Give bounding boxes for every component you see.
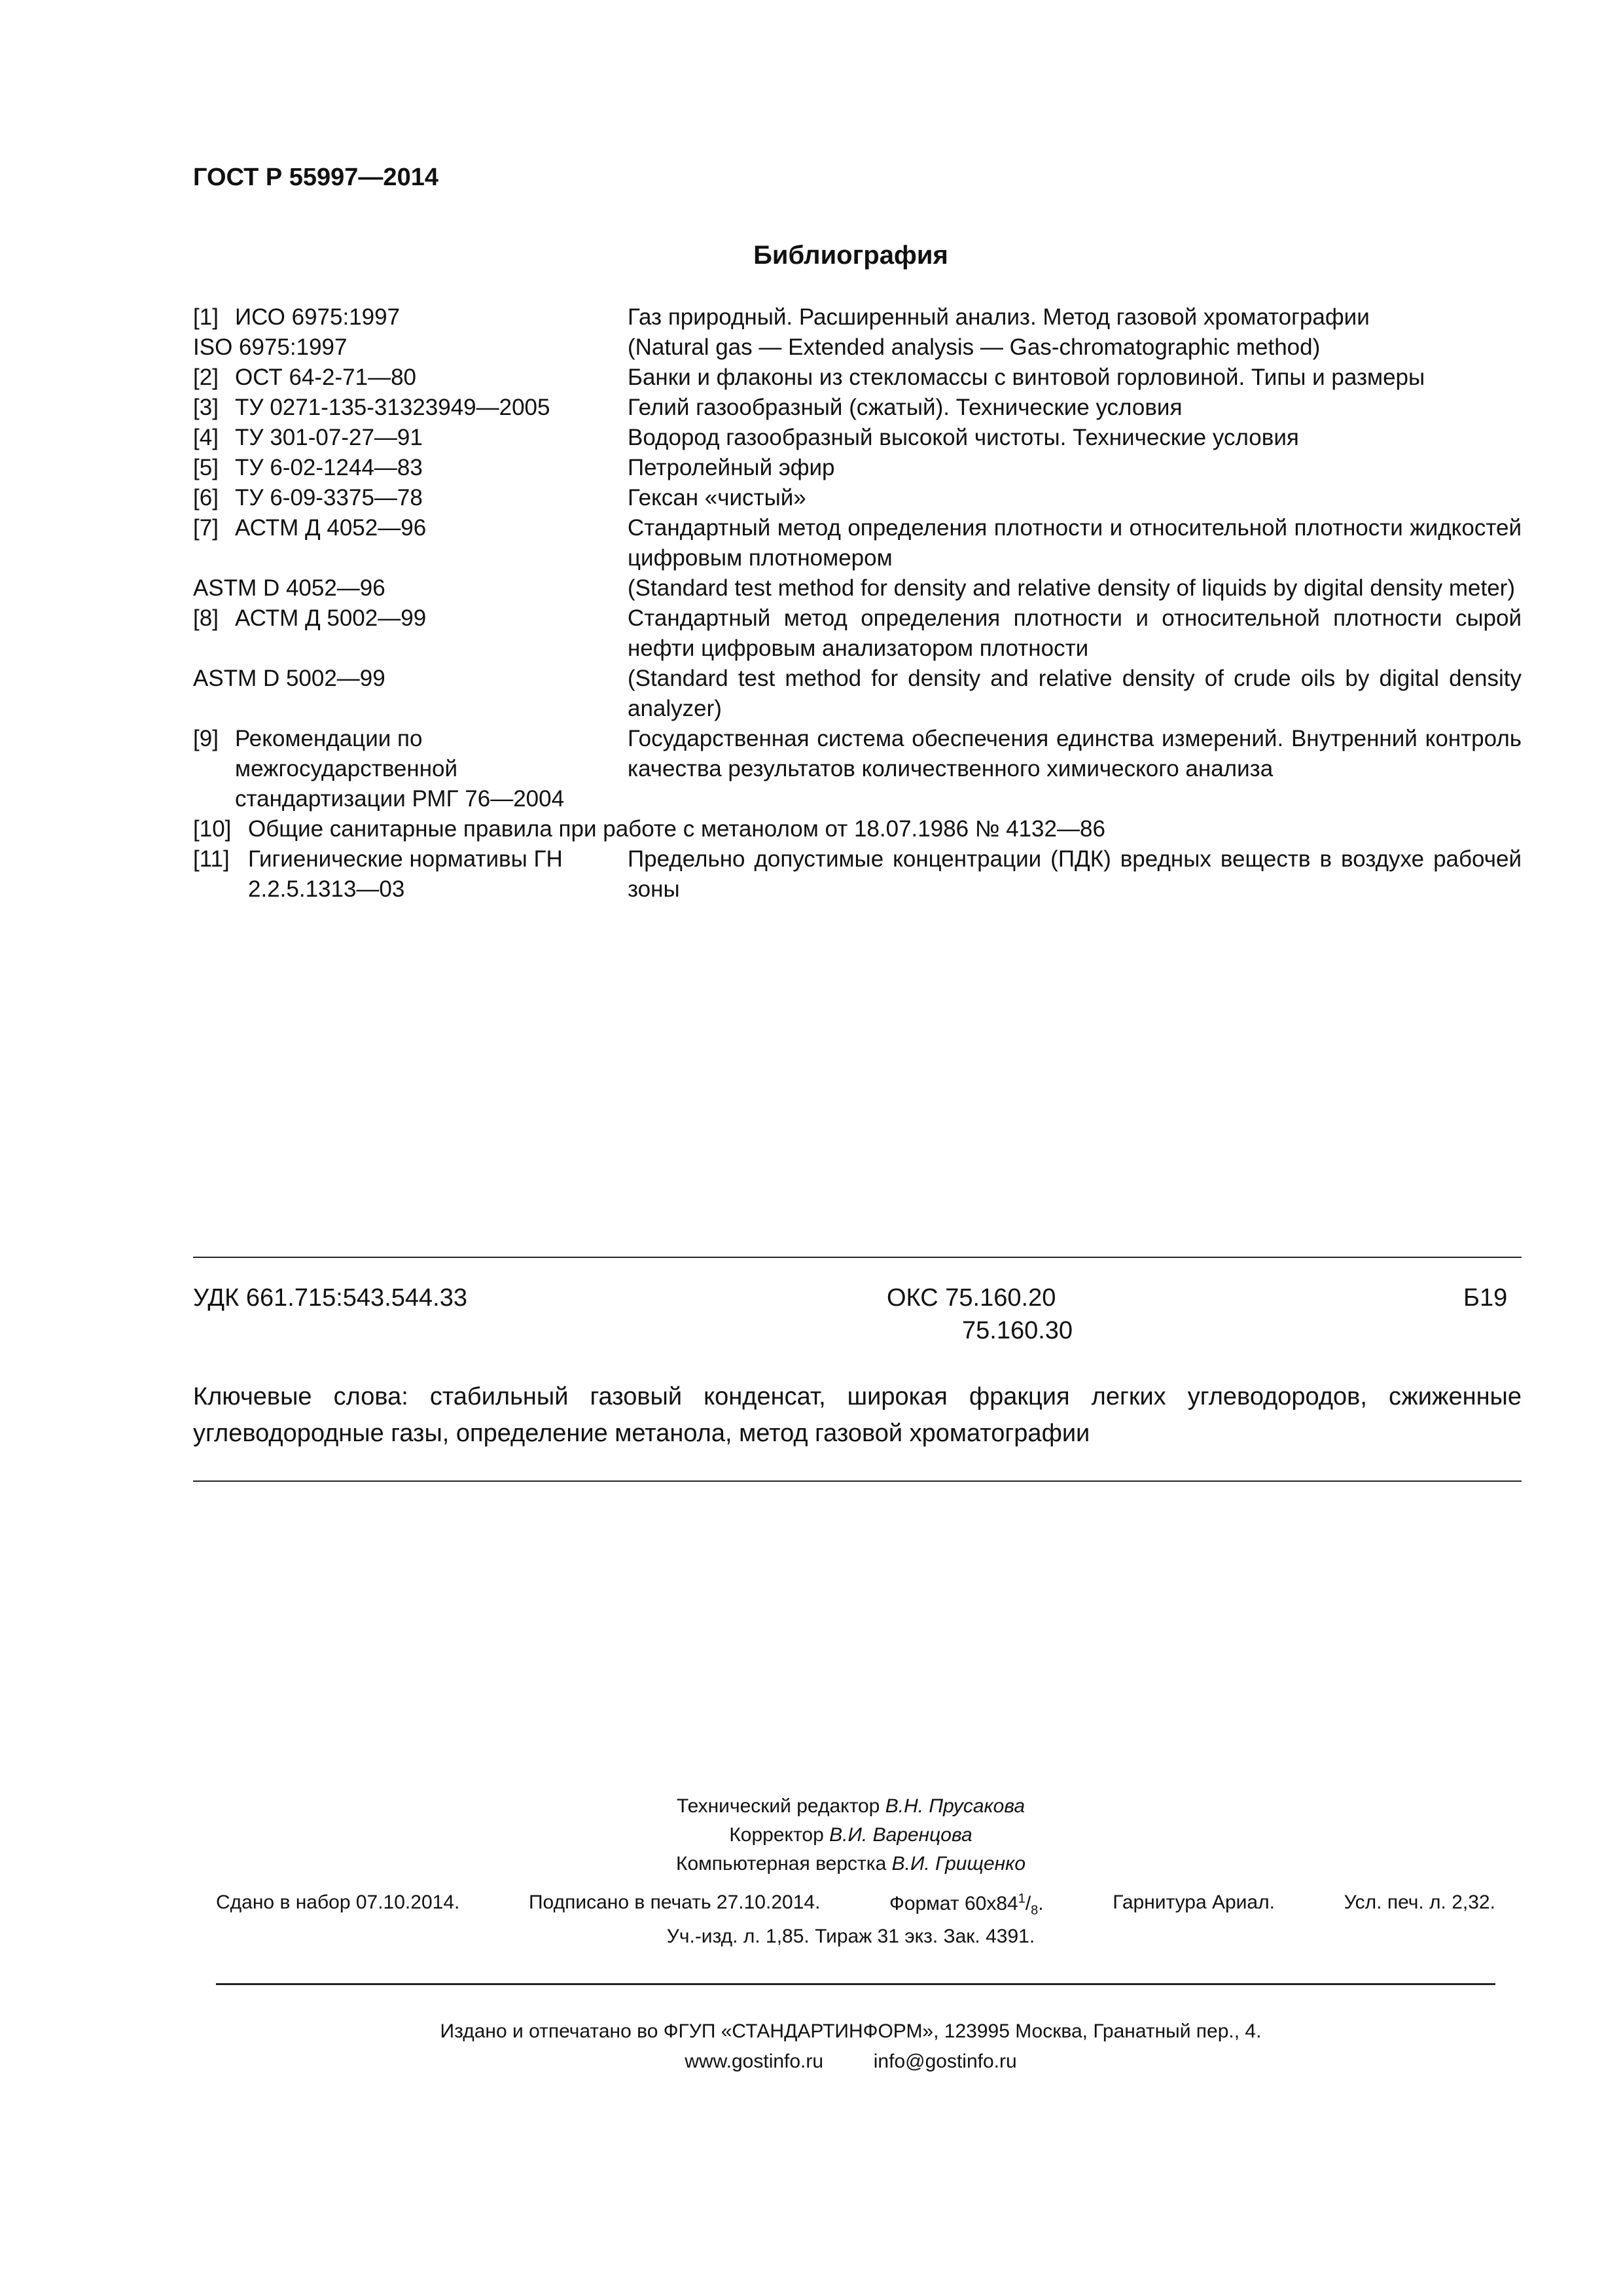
bib-number: [4] (193, 425, 219, 450)
bib-description: Банки и флаконы из стекломассы с винтовой горловиной. Типы и размеры (628, 365, 1425, 390)
bib-description: Водород газообразный высокой чистоты. Технические условия (628, 425, 1299, 450)
bib-reference: АСТМ Д 4052—96 (235, 515, 427, 541)
bib-description: (Standard test method for density and relative density of liquids by digital density meter) (628, 575, 1515, 601)
bib-description: Петролейный эфир (628, 455, 835, 480)
udk-value: 661.715:543.544.33 (245, 1284, 467, 1312)
bib-number: [11] (193, 846, 230, 872)
keywords: Ключевые слова: стабильный газовый конденсат, широкая фракция легких углеводородов, сжиженные углеводородные газы, определение метанола, метод газовой хроматографии (193, 1383, 1522, 1447)
bibliography-list (193, 302, 1522, 905)
bib-description: Стандартный метод определения плотности и относительной плотности жидкостей цифровым плотномером (628, 515, 1522, 571)
print-info: Уч.-изд. л. 1,85. Тираж 31 экз. Зак. 4391. (666, 1926, 1035, 1947)
bib-entry (193, 483, 1522, 513)
format-sub: 8 (1031, 1903, 1039, 1918)
bib-reference: ASTM D 5002—99 (193, 666, 385, 691)
bib-number: [7] (193, 515, 219, 541)
bib-reference: АСТМ Д 5002—99 (235, 605, 427, 631)
layout-artist (0, 1850, 1623, 1878)
bib-reference: Общие санитарные правила при работе с метанолом от 18.07.1986 № 4132—86 (248, 816, 1105, 842)
bib-reference: ОСТ 64-2-71—80 (235, 365, 417, 390)
bib-number: [8] (193, 605, 219, 631)
bib-reference: ТУ 0271-135-31323949—2005 (235, 395, 550, 420)
email-link[interactable]: info@gostinfo.ru (873, 2051, 1017, 2072)
signed-date: Подписано в печать 27.10.2014. (528, 1892, 821, 1913)
bib-number: [3] (193, 395, 219, 420)
website-link[interactable]: www.gostinfo.ru (685, 2051, 824, 2072)
bib-number: [2] (193, 365, 219, 390)
bib-description: Предельно допустимые концентрации (ПДК) вредных веществ в воздухе рабочей зоны (628, 846, 1522, 902)
oks-value-2: 75.160.30 (962, 1317, 1073, 1344)
bib-entry (193, 302, 1522, 332)
corrector-label: Корректор (729, 1824, 824, 1846)
bib-description: Газ природный. Расширенный анализ. Метод газовой хроматографии (628, 304, 1370, 330)
bib-description: (Standard test method for density and relative density of crude oils by digital density analyzer) (628, 666, 1522, 721)
paper-format: Формат $60x84^1/_8$. (889, 1892, 1044, 1918)
bib-entry (193, 573, 1522, 603)
bib-description: (Natural gas — Extended analysis — Gas-chromatographic method) (628, 334, 1321, 360)
tech-editor (0, 1792, 1623, 1821)
contacts (0, 2047, 1623, 2076)
publisher: Издано и отпечатано во ФГУП «СТАНДАРТИНФОРМ», 123995 Москва, Гранатный пер., 4. (440, 2020, 1262, 2042)
bib-reference: ISO 6975:1997 (193, 334, 348, 360)
print-sheets: Усл. печ. л. 2,32. (1344, 1892, 1495, 1913)
divider-publisher (216, 1983, 1495, 1985)
bib-reference: Гигиенические нормативы ГН 2.2.5.1313—03 (248, 846, 563, 902)
bib-number: [5] (193, 455, 219, 480)
bib-description: Гелий газообразный (сжатый). Технические условия (628, 395, 1183, 420)
bib-reference: ИСО 6975:1997 (235, 304, 401, 330)
bib-entry (193, 664, 1522, 724)
bib-reference: ASTM D 4052—96 (193, 575, 385, 601)
oks-label: ОКС (887, 1284, 938, 1312)
divider-top (193, 1257, 1522, 1258)
oks-code (887, 1284, 1056, 1312)
bib-entry (193, 363, 1522, 393)
bib-reference: Рекомендации по межгосударственной стандартизации РМГ 76—2004 (235, 726, 565, 812)
bib-entry (193, 423, 1522, 453)
layout-label: Компьютерная верстка (675, 1853, 887, 1874)
submitted-date: Сдано в набор 07.10.2014. (216, 1892, 460, 1913)
corrector-name: В.И. Варенцова (829, 1824, 972, 1846)
colophon-staff (0, 1792, 1623, 1878)
bib-description: Гексан «чистый» (628, 485, 806, 511)
udk-label: УДК (193, 1284, 240, 1312)
bib-number: [1] (193, 304, 219, 330)
bib-number: [10] (193, 816, 232, 842)
bib-entry (193, 453, 1522, 483)
layout-name: В.И. Грищенко (891, 1853, 1026, 1874)
format-sup: 1 (1018, 1892, 1026, 1906)
bib-entry (193, 724, 1522, 814)
section-title: Библиография (753, 241, 948, 270)
udk-code (193, 1284, 467, 1312)
bib-entry (193, 332, 1522, 363)
bib-number: [6] (193, 485, 219, 511)
bib-entry (193, 393, 1522, 423)
bib-entry (193, 844, 1522, 905)
group-code: Б19 (1463, 1284, 1508, 1312)
corrector (0, 1821, 1623, 1850)
bib-reference: ТУ 6-09-3375—78 (235, 485, 423, 511)
format-prefix: Формат 60x84 (889, 1893, 1018, 1914)
bib-entry (193, 513, 1522, 573)
bib-entry (193, 603, 1522, 664)
bib-reference: ТУ 6-02-1244—83 (235, 455, 423, 480)
oks-value-1: 75.160.20 (945, 1284, 1056, 1312)
print-details (216, 1892, 1495, 1918)
bib-number: [9] (193, 726, 219, 751)
divider-bottom (193, 1480, 1522, 1482)
bib-reference: ТУ 301-07-27—91 (235, 425, 423, 450)
tech-editor-name: В.Н. Прусакова (885, 1795, 1026, 1817)
typeface: Гарнитура Ариал. (1113, 1892, 1275, 1913)
tech-editor-label: Технический редактор (676, 1795, 880, 1817)
bib-description: Стандартный метод определения плотности и относительной плотности сырой нефти цифровым анализатором плотности (628, 605, 1522, 661)
document-code: ГОСТ Р 55997—2014 (193, 164, 438, 191)
bib-description: Государственная система обеспечения единства измерений. Внутренний контроль качества результатов количественного химического анализа (628, 726, 1522, 781)
bib-entry (193, 814, 1522, 844)
